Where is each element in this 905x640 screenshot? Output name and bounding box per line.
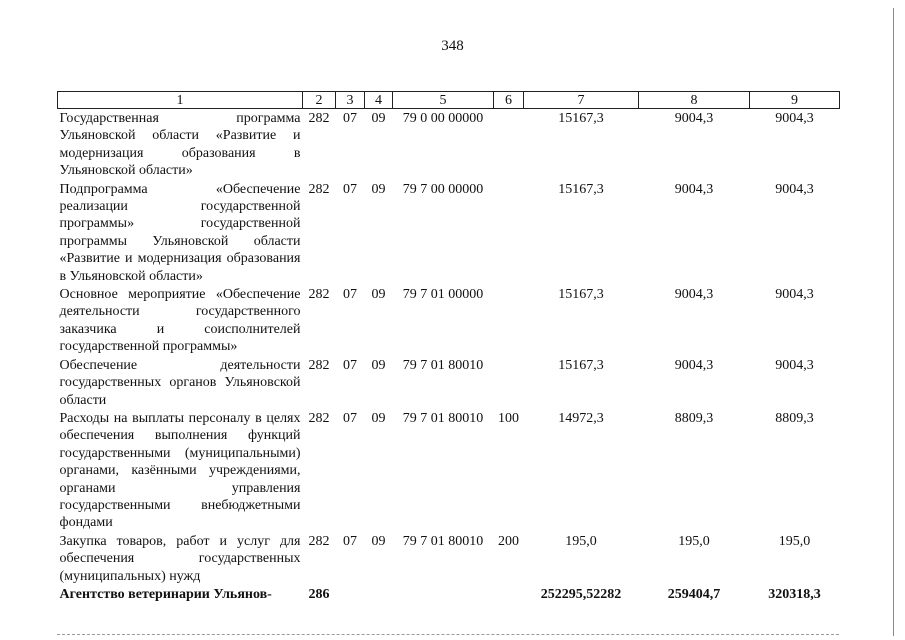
ministry-code: 282: [308, 357, 330, 373]
amount-col7: 15167,3: [558, 181, 604, 197]
column-header: 2: [303, 92, 336, 109]
page-frame-line: [893, 8, 894, 636]
row-name: Подпрограмма «Обеспечение реализации государственной программы» государственной программы Ульяновской области «Развитие и модернизация образования в Ульяновской области»: [59, 181, 301, 284]
subsection-code: 09: [371, 287, 386, 303]
ministry-code: 286: [308, 586, 330, 602]
ministry-code: 282: [308, 181, 330, 197]
row-name: Обеспечение деятельности государственных органов Ульяновской области: [59, 357, 301, 408]
expense-type-code: 100: [498, 410, 519, 426]
column-header: 8: [639, 92, 750, 109]
amount-col8: 9004,3: [674, 357, 714, 373]
amount-col9: 9004,3: [775, 357, 814, 373]
subsection-code: 09: [371, 357, 386, 373]
table-row: [58, 585, 840, 603]
amount-col8: 9004,3: [674, 287, 714, 303]
expense-type-code: [494, 285, 524, 356]
budget-table: [57, 91, 840, 603]
ministry-code: 282: [308, 287, 330, 303]
table-row: [58, 285, 840, 356]
row-name: Закупка товаров, работ и услуг для обеспечения государственных (муниципальных) нужд: [59, 533, 301, 584]
target-article-code: 79 0 00 00000: [402, 111, 484, 126]
expense-type-code: [494, 180, 524, 285]
column-header: 6: [494, 92, 524, 109]
bottom-edge-line: [57, 634, 839, 635]
subsection-code: 09: [371, 410, 386, 426]
amount-col9: 8809,3: [775, 410, 814, 426]
column-header: 3: [336, 92, 365, 109]
row-name: Государственная программа Ульяновской области «Развитие и модернизация образования в Ульяновской области»: [59, 111, 301, 179]
column-header: 9: [750, 92, 840, 109]
ministry-code: 282: [308, 410, 330, 426]
expense-type-code: [494, 356, 524, 409]
table-row: [58, 180, 840, 285]
column-header: 4: [365, 92, 393, 109]
section-code: [336, 585, 365, 603]
amount-col7: 195,0: [565, 533, 597, 549]
amount-col7: 15167,3: [558, 357, 604, 373]
table-header-row: [58, 92, 840, 109]
expense-type-code: [494, 585, 524, 603]
expense-type-code: [494, 109, 524, 180]
amount-col9: 9004,3: [775, 287, 814, 303]
column-header: 1: [58, 92, 303, 109]
amount-col8: 8809,3: [674, 410, 714, 426]
amount-col9: 9004,3: [775, 181, 814, 197]
section-code: 07: [343, 410, 357, 426]
amount-col7: 15167,3: [558, 287, 604, 303]
section-code: 07: [343, 287, 357, 303]
row-name: Агентство ветеринарии Ульянов-: [59, 586, 272, 602]
page-number: 348: [441, 38, 464, 54]
amount-col8: 9004,3: [674, 181, 714, 197]
amount-col9: 320318,3: [768, 586, 821, 602]
amount-col8: 9004,3: [674, 111, 714, 126]
amount-col7: 14972,3: [558, 410, 604, 426]
section-code: 07: [343, 357, 357, 373]
ministry-code: 282: [308, 111, 330, 126]
row-name: Расходы на выплаты персоналу в целях обеспечения выполнения функций государственными (муниципальными) органами, казёнными учреждениями, органами управления государственными внебюджетными фондами: [59, 410, 301, 531]
table-row: [58, 109, 840, 180]
target-article-code: 79 7 01 80010: [402, 357, 484, 373]
section-code: 07: [343, 111, 357, 126]
subsection-code: [365, 585, 393, 603]
subsection-code: 09: [371, 181, 386, 197]
section-code: 07: [343, 181, 357, 197]
target-article-code: 79 7 01 80010: [402, 410, 484, 426]
amount-col7: 15167,3: [558, 111, 604, 126]
amount-col7: 252295,52282: [540, 586, 622, 602]
table-row: [58, 409, 840, 532]
expense-type-code: 200: [498, 533, 519, 549]
subsection-code: 09: [371, 533, 386, 549]
target-article-code: 79 7 01 80010: [402, 533, 484, 549]
column-header: 7: [524, 92, 639, 109]
target-article-code: 79 7 01 00000: [402, 287, 484, 303]
target-article-code: [393, 585, 494, 603]
ministry-code: 282: [308, 533, 330, 549]
section-code: 07: [343, 533, 357, 549]
amount-col9: 195,0: [778, 533, 811, 549]
amount-col9: 9004,3: [775, 111, 814, 126]
amount-col8: 259404,7: [667, 586, 721, 602]
table-row: [58, 356, 840, 409]
subsection-code: 09: [371, 111, 386, 126]
row-name: Основное мероприятие «Обеспечение деятельности государственного заказчика и соисполнителей государственной программы»: [59, 287, 301, 355]
table-row: [58, 532, 840, 585]
amount-col8: 195,0: [678, 533, 710, 549]
column-header: 5: [393, 92, 494, 109]
target-article-code: 79 7 00 00000: [402, 181, 484, 197]
